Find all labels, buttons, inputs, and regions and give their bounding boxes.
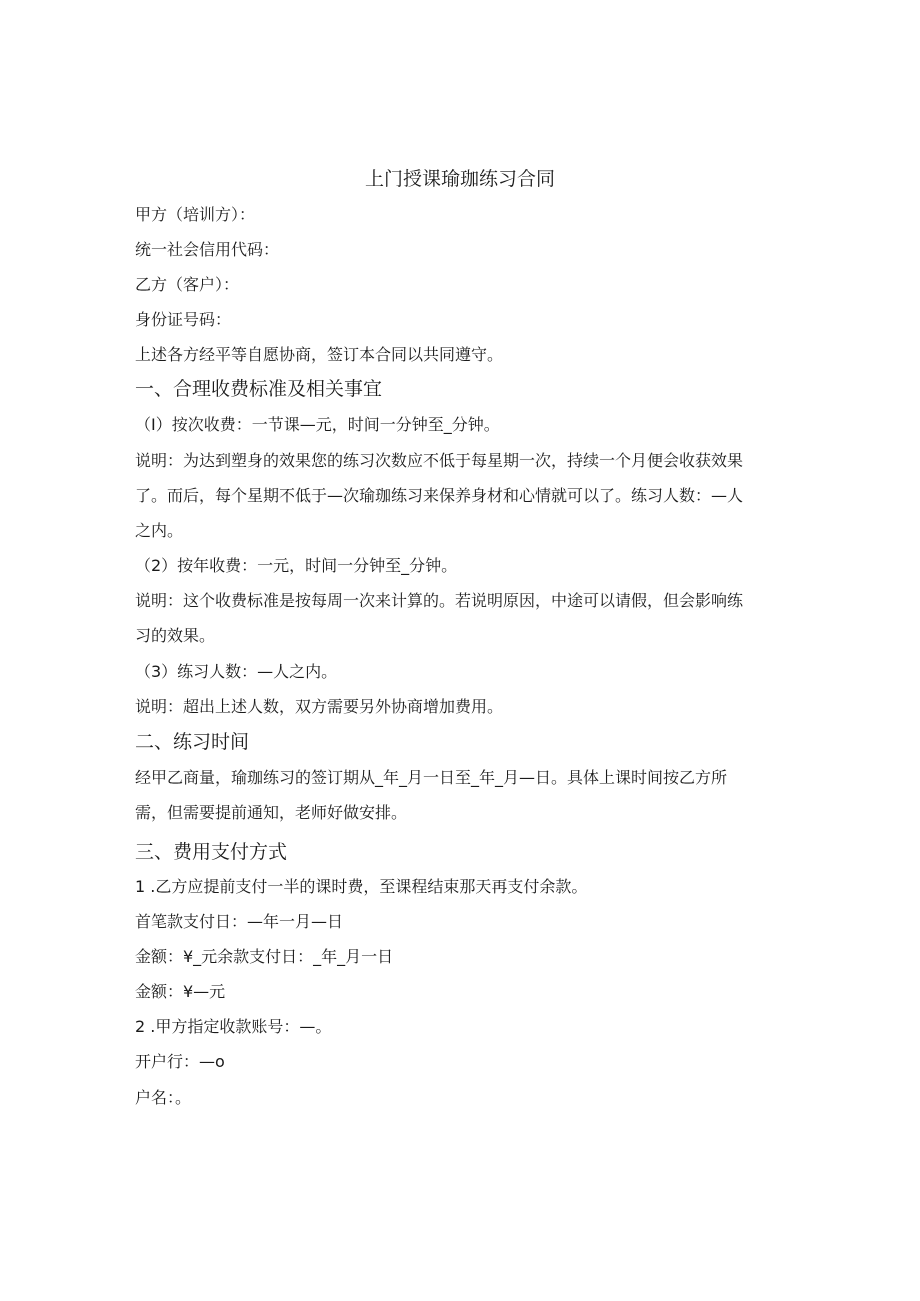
id-number-line: 身份证号码：: [135, 310, 232, 329]
credit-code-line: 统一社会信用代码：: [135, 240, 280, 259]
section1-heading: 一、合理收费标准及相关事宜: [135, 378, 383, 400]
preamble-line: 上述各方经平等自愿协商，签订本合同以共同遵守。: [135, 345, 504, 364]
section2-line2: 需，但需要提前通知，老师好做安排。: [135, 803, 408, 822]
first-payment-date-line: 首笔款支付日：—年一月—日: [135, 912, 344, 931]
document-title: 上门授课瑜珈练习合同: [364, 168, 555, 190]
section1-note2-line2: 习的效果。: [135, 626, 216, 645]
party-a-line: 甲方（培训方）：: [135, 205, 256, 224]
section3-item1: 1 .乙方应提前支付一半的课时费，至课程结束那天再支付余款。: [135, 877, 588, 896]
section1-item3: （3）练习人数：—人之内。: [135, 662, 338, 681]
account-name-line: 户名：。: [135, 1088, 192, 1107]
section3-item2: 2 .甲方指定收款账号：—。: [135, 1017, 332, 1036]
party-b-line: 乙方（客户）：: [135, 275, 240, 294]
section1-note3: 说明：超出上述人数，双方需要另外协商增加费用。: [135, 697, 504, 716]
section1-item1: （I）按次收费：一节课—元，时间一分钟至_分钟。: [135, 415, 500, 434]
section1-note1-line2: 了。而后，每个星期不低于—次瑜珈练习来保养身材和心情就可以了。练习人数：—人: [135, 486, 744, 505]
section2-heading: 二、练习时间: [135, 731, 250, 753]
section2-line1: 经甲乙商量，瑜珈练习的签订期从_年_月一日至_年_月—日。具体上课时间按乙方所: [135, 768, 728, 787]
section1-item2: （2）按年收费：一元，时间一分钟至_分钟。: [135, 556, 458, 575]
bank-line: 开户行：—o: [135, 1052, 225, 1071]
amount2-line: 金额：¥—元: [135, 982, 226, 1001]
amount1-line: 金额：¥_元余款支付日：_年_月一日: [135, 947, 394, 966]
section1-note2-line1: 说明：这个收费标准是按每周一次来计算的。若说明原因，中途可以请假，但会影响练: [135, 591, 744, 610]
section1-note1-line1: 说明：为达到塑身的效果您的练习次数应不低于每星期一次，持续一个月便会收获效果: [135, 451, 744, 470]
section1-note1-line3: 之内。: [135, 521, 184, 540]
section3-heading: 三、费用支付方式: [135, 841, 288, 863]
